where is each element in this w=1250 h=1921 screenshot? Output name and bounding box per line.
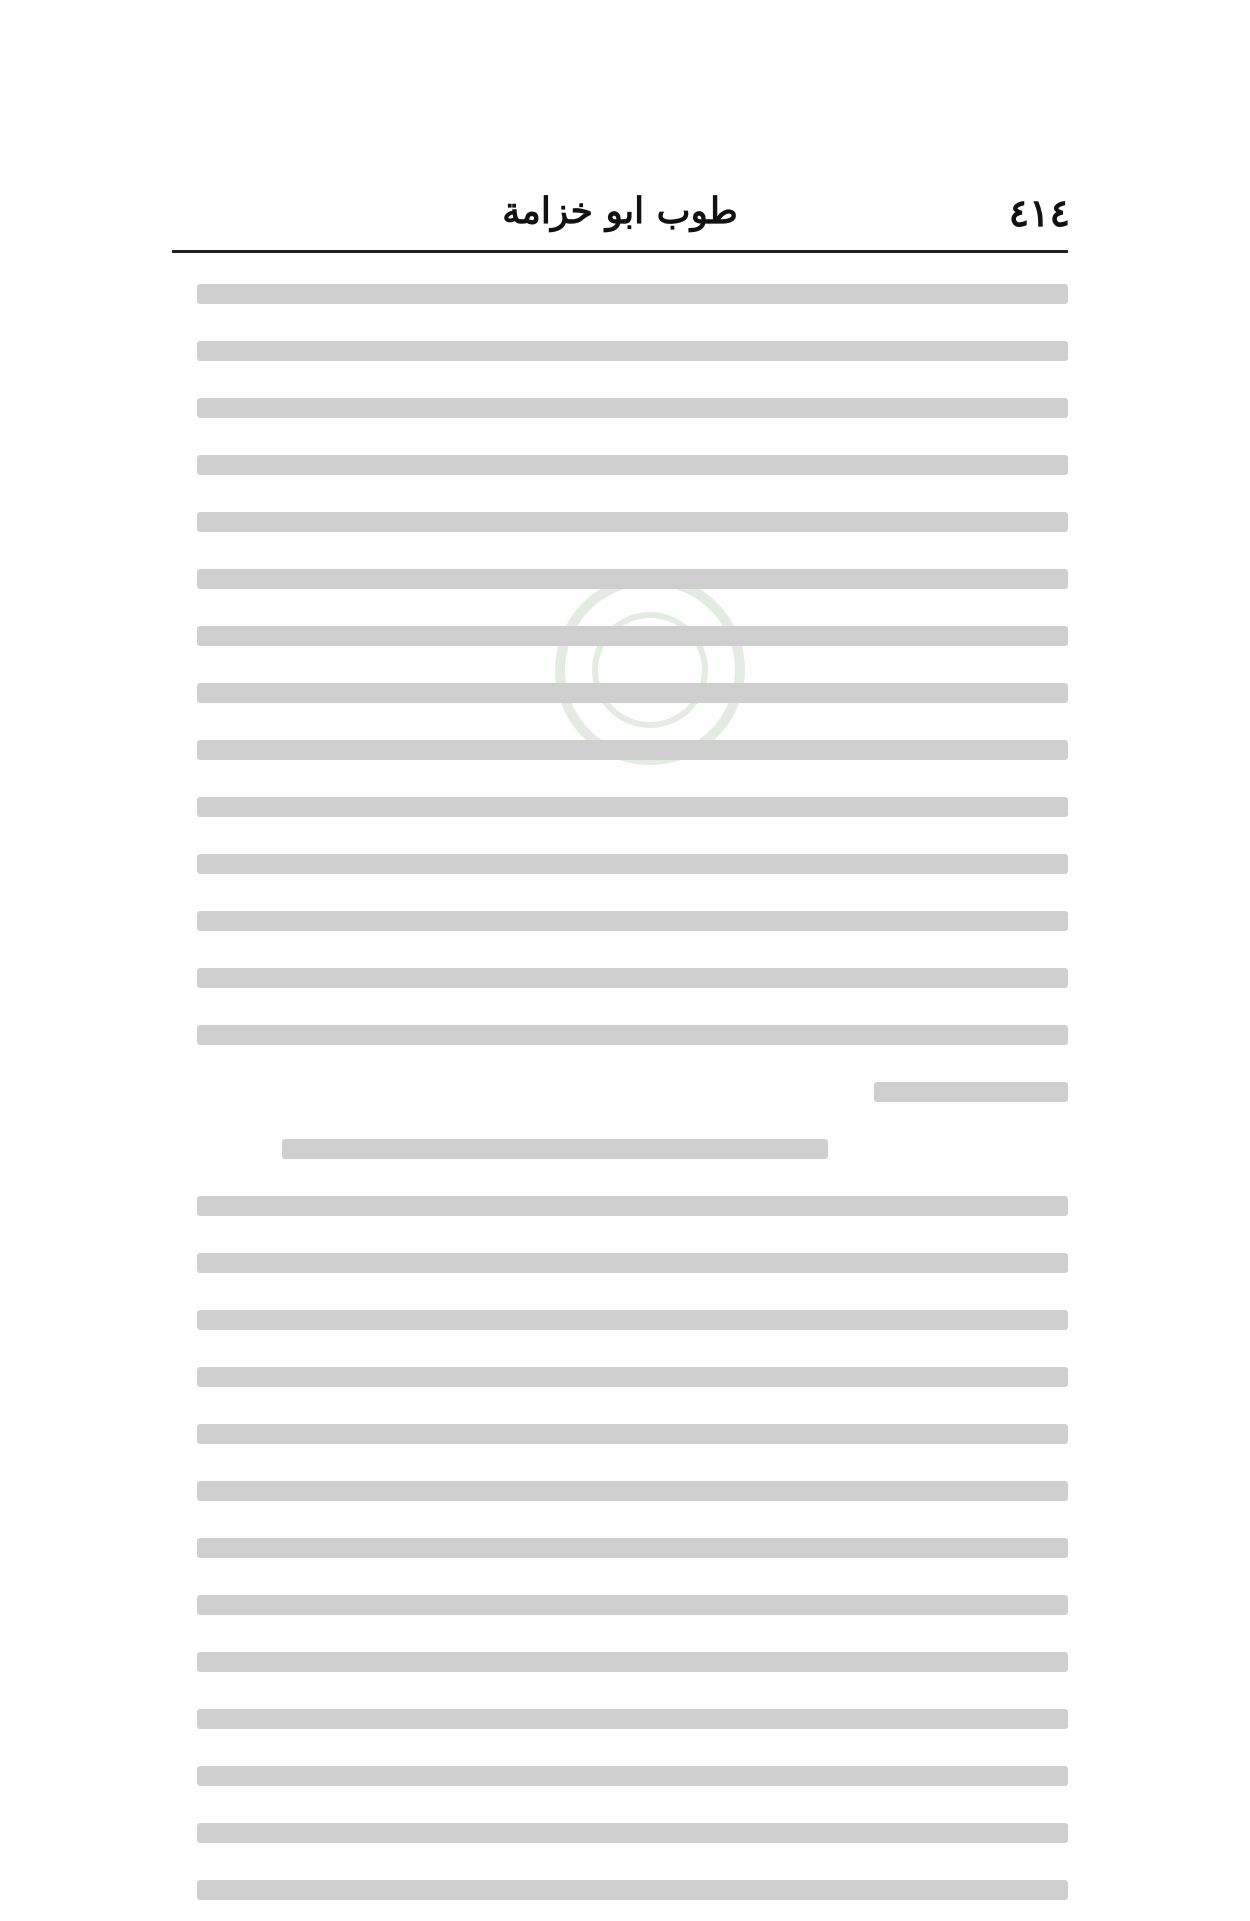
body-text-line xyxy=(172,1750,1068,1796)
body-text-line xyxy=(172,496,1068,542)
illegible-text-line xyxy=(197,1538,1068,1558)
body-text-line xyxy=(172,553,1068,599)
body-text-line xyxy=(172,1465,1068,1511)
illegible-text-line xyxy=(197,626,1068,646)
body-text-line xyxy=(172,667,1068,713)
illegible-text-line xyxy=(197,1253,1068,1273)
body-text-line xyxy=(172,382,1068,428)
illegible-text-line xyxy=(197,1823,1068,1843)
body-text-line xyxy=(172,439,1068,485)
illegible-text-line xyxy=(197,1196,1068,1216)
illegible-text-line xyxy=(197,968,1068,988)
illegible-text-line xyxy=(197,854,1068,874)
illegible-text-line xyxy=(197,1481,1068,1501)
illegible-text-line xyxy=(197,284,1068,304)
body-text-line xyxy=(172,1408,1068,1454)
body-text-line xyxy=(172,1693,1068,1739)
body-text-line xyxy=(172,1864,1068,1910)
illegible-text-line xyxy=(197,455,1068,475)
illegible-text-line xyxy=(197,512,1068,532)
illegible-text-line xyxy=(197,1595,1068,1615)
page-header xyxy=(170,190,1070,250)
illegible-text-line xyxy=(197,911,1068,931)
illegible-text-line xyxy=(282,1139,828,1159)
body-text-line xyxy=(172,1180,1068,1226)
illegible-text-line xyxy=(197,1367,1068,1387)
body-text-line xyxy=(172,610,1068,656)
illegible-text-line xyxy=(197,398,1068,418)
body-text-line xyxy=(172,1351,1068,1397)
body-text-line xyxy=(172,325,1068,371)
body-text-line xyxy=(172,1636,1068,1682)
illegible-text-line xyxy=(197,1652,1068,1672)
illegible-text-line xyxy=(197,1310,1068,1330)
body-text-line xyxy=(172,895,1068,941)
body-text-line xyxy=(172,1237,1068,1283)
illegible-text-line xyxy=(197,740,1068,760)
body-text-line xyxy=(172,781,1068,827)
body-text-line xyxy=(172,1294,1068,1340)
body-text-line xyxy=(172,952,1068,998)
illegible-text-line xyxy=(197,683,1068,703)
body-text-line xyxy=(172,1066,1068,1112)
illegible-text-line xyxy=(197,341,1068,361)
page-number: ٤١٤ xyxy=(1008,190,1070,235)
body-text-line xyxy=(172,268,1068,314)
header-rule xyxy=(172,250,1068,253)
illegible-text-line xyxy=(197,1424,1068,1444)
body-text-line xyxy=(172,1579,1068,1625)
illegible-text-line xyxy=(874,1082,1068,1102)
illegible-text-line xyxy=(197,1766,1068,1786)
body-text-line xyxy=(172,1807,1068,1853)
body-text-line xyxy=(172,724,1068,770)
illegible-text-line xyxy=(197,1880,1068,1900)
body-text-line xyxy=(172,1009,1068,1055)
body-text-line xyxy=(172,1522,1068,1568)
section-heading-line xyxy=(172,1123,1068,1169)
body-text-line xyxy=(172,838,1068,884)
running-title: طوب ابو خزامة xyxy=(502,190,738,232)
illegible-text-line xyxy=(197,569,1068,589)
illegible-text-line xyxy=(197,1025,1068,1045)
illegible-text-line xyxy=(197,797,1068,817)
body-text xyxy=(172,268,1068,1921)
illegible-text-line xyxy=(197,1709,1068,1729)
